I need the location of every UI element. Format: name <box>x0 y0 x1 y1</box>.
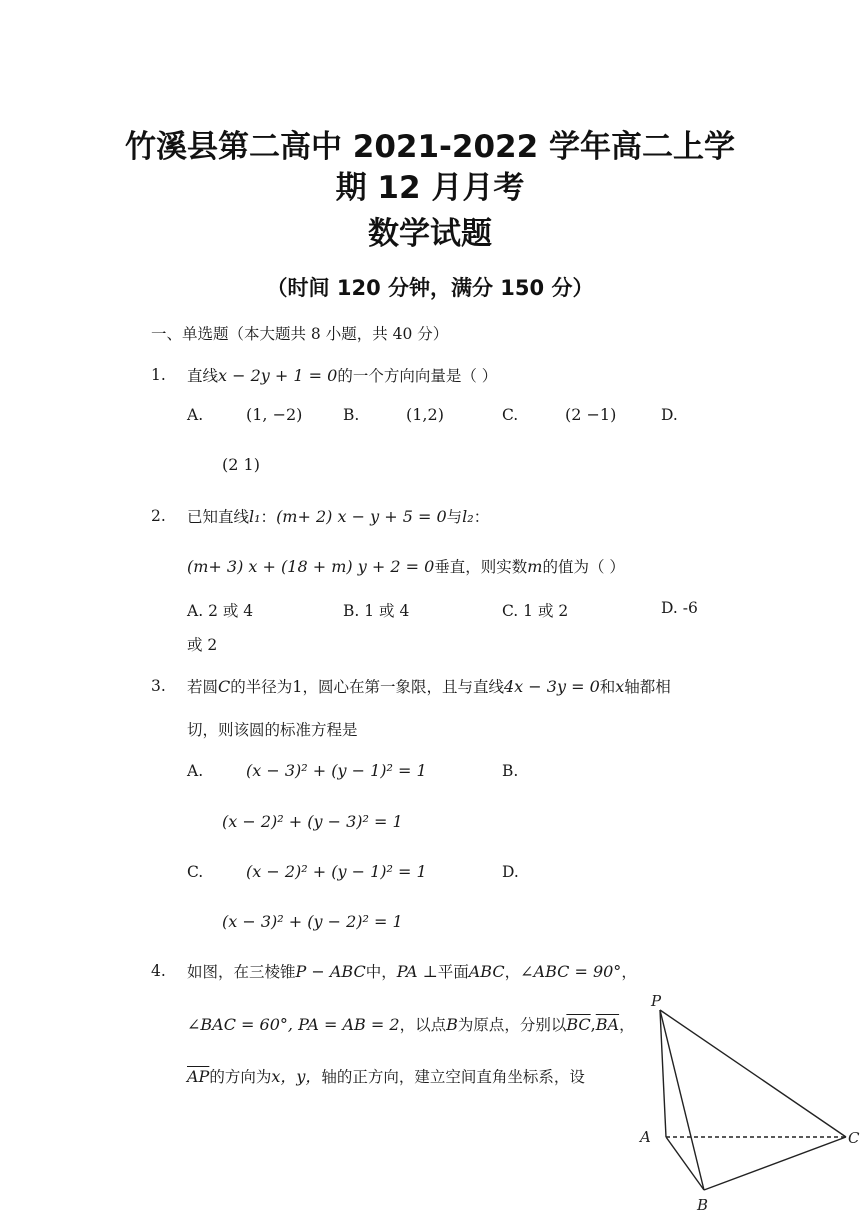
stem-text: 为原点，分别以 <box>457 1016 567 1034</box>
stem-text: ，圆心在第一象限，且与直线 <box>302 678 504 696</box>
title-line-1: 竹溪县第二高中 2021-2022 学年高二上学 <box>124 129 735 165</box>
option-label-b: B. <box>343 406 360 424</box>
option-value-a: (1, −2) <box>246 405 303 424</box>
variable-m: m <box>527 557 543 576</box>
stem-text: 轴的正方向，建立空间直角坐标系，设 <box>321 1068 585 1086</box>
option-d <box>661 599 698 617</box>
question-number: 3. <box>151 677 166 695</box>
time-info: （时间 120 分钟，满分 150 分） <box>266 276 594 300</box>
stem-text: 与 <box>446 508 463 526</box>
option-c <box>502 599 568 621</box>
option-value-d: (x − 3)² + (y − 2)² = 1 <box>222 912 403 931</box>
perpendicular-expr: PA ⊥ <box>396 962 438 981</box>
question-number: 4. <box>151 962 166 980</box>
line-l2: l₂ <box>462 507 474 526</box>
question-number: 2. <box>151 507 166 525</box>
option-value-c: (x − 2)² + (y − 1)² = 1 <box>246 862 427 881</box>
label-c: C <box>848 1129 860 1147</box>
edge-bc <box>704 1137 846 1190</box>
x-axis-var: x <box>615 677 625 696</box>
stem-text: 的值为（ ） <box>542 558 625 576</box>
point-b: B <box>446 1015 458 1034</box>
stem-text: 已知直线 <box>187 508 250 526</box>
stem-text: 的半径为 <box>230 678 293 696</box>
option-label-d: D. <box>661 406 678 424</box>
title-line-2: 期 12 月月考 <box>335 170 525 206</box>
question-stem-line-1 <box>187 960 637 982</box>
option-label-a: A. <box>187 406 204 424</box>
edge-ab <box>666 1137 704 1190</box>
question-stem-line-1 <box>187 675 671 697</box>
option-label-d: D. <box>502 863 519 881</box>
option-value-c: (2 −1) <box>565 405 617 424</box>
stem-text: ，以点 <box>399 1016 447 1034</box>
stem-text: , <box>590 1015 596 1034</box>
plane-abc: ABC <box>468 962 505 981</box>
question-stem-line-3 <box>187 1064 585 1087</box>
section-heading: 一、单选题（本大题共 8 小题，共 40 分） <box>151 325 449 343</box>
option-label: B. <box>343 602 360 620</box>
stem-text: 垂直，则实数 <box>434 558 528 576</box>
option-value: 1 或 2 <box>523 602 569 620</box>
pyramid-name: P − ABC <box>295 962 366 981</box>
vector-bc: $\overline{BC}$ <box>566 1015 591 1034</box>
option-a <box>187 599 253 621</box>
option-value: -6 <box>682 599 698 617</box>
equation-l1: (m+ 2) x − y + 5 = 0 <box>276 507 447 526</box>
stem-text: 的一个方向向量是（ ） <box>337 367 498 385</box>
title-line-3: 数学试题 <box>368 216 492 252</box>
option-label-b: B. <box>502 762 519 780</box>
option-value: 1 或 4 <box>364 602 410 620</box>
angle-abc: ∠ABC = 90° <box>520 962 622 981</box>
equation-l2: (m+ 3) x + (18 + m) y + 2 = 0 <box>187 557 435 576</box>
option-value-b: (1,2) <box>406 405 444 424</box>
axis-vars: x，y， <box>271 1067 322 1086</box>
stem-text: 平面 <box>437 963 469 981</box>
question-stem-line-1 <box>187 505 489 527</box>
option-label: D. <box>661 599 678 617</box>
option-label-c: C. <box>187 863 204 881</box>
option-d-wrap: 或 2 <box>187 636 218 654</box>
stem-text: ： <box>473 508 490 526</box>
stem-text: ， <box>619 1016 635 1034</box>
option-label: C. <box>502 602 519 620</box>
pyramid-figure <box>636 990 860 1216</box>
stem-text: 若圆 <box>187 678 219 696</box>
edge-pc <box>660 1010 846 1137</box>
vector-ap: $\overline{AP}$ <box>187 1067 210 1086</box>
label-p: P <box>651 992 662 1010</box>
question-number: 1. <box>151 366 166 384</box>
stem-text: 的方向为 <box>209 1068 272 1086</box>
angle-and-lengths: ∠BAC = 60°, PA = AB = 2 <box>187 1015 400 1034</box>
stem-text: 直线 <box>187 367 219 385</box>
stem-text: ， <box>504 963 521 981</box>
line-l1: l₁ <box>249 507 261 526</box>
question-stem-line-2 <box>187 555 625 577</box>
circle-c: C <box>218 677 231 696</box>
radius-value: 1 <box>292 677 303 696</box>
stem-text: 如图，在三棱锥 <box>187 963 296 981</box>
question-stem <box>187 364 497 386</box>
edge-pb <box>660 1010 704 1190</box>
line-equation: 4x − 3y = 0 <box>503 677 600 696</box>
option-value-d: (2 1) <box>222 455 260 474</box>
vector-ba: $\overline{BA}$ <box>595 1015 620 1034</box>
option-value: 2 或 4 <box>208 602 254 620</box>
question-stem-line-2: 切，则该圆的标准方程是 <box>187 721 358 739</box>
question-stem-line-2 <box>187 1013 635 1035</box>
stem-text: 轴都相 <box>624 678 671 696</box>
option-value-a: (x − 3)² + (y − 1)² = 1 <box>246 761 427 780</box>
option-label-c: C. <box>502 406 519 424</box>
option-value-b: (x − 2)² + (y − 3)² = 1 <box>222 812 403 831</box>
option-b <box>343 599 409 621</box>
stem-equation: x − 2y + 1 = 0 <box>218 366 338 385</box>
stem-text: 和 <box>599 678 616 696</box>
option-label: A. <box>187 602 204 620</box>
label-a: A <box>640 1128 651 1146</box>
stem-text: ， <box>621 963 637 981</box>
label-b: B <box>697 1196 709 1214</box>
stem-text: 中， <box>365 963 397 981</box>
option-label-a: A. <box>187 762 204 780</box>
stem-text: ： <box>260 508 277 526</box>
